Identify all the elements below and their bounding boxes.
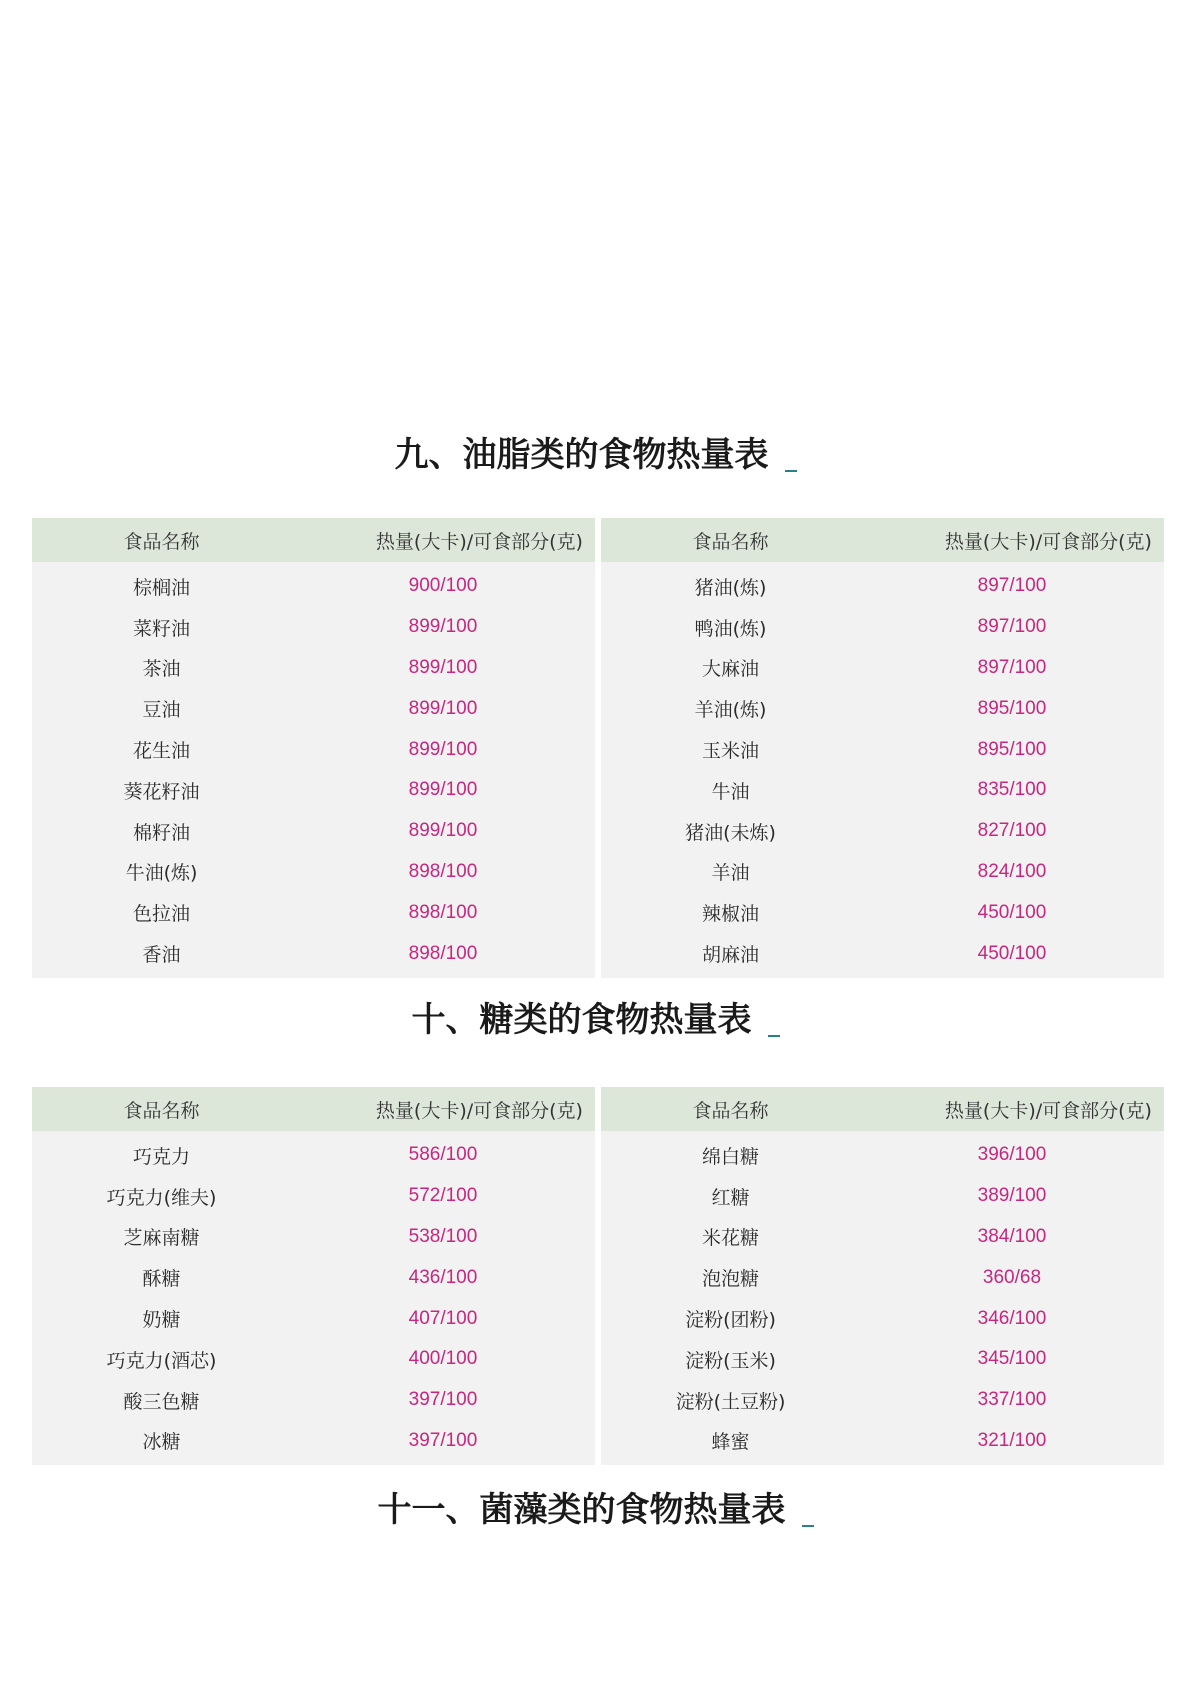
calorie-value: 899/100 xyxy=(408,616,478,638)
header-calories: 热量(大卡)/可食部分(克) xyxy=(375,530,583,553)
sugar-calorie-table xyxy=(32,1087,1164,1465)
header-food-name: 食品名称 xyxy=(123,1099,200,1122)
table-right-half xyxy=(601,518,1164,978)
table-rows xyxy=(601,1131,1164,1465)
table-row xyxy=(32,648,595,689)
table-row xyxy=(32,811,595,852)
table-rows xyxy=(32,562,595,978)
table-header xyxy=(601,518,1164,562)
table-row xyxy=(32,852,595,893)
food-name: 辣椒油 xyxy=(701,903,759,926)
calorie-value: 898/100 xyxy=(408,901,478,923)
table-row xyxy=(601,1421,1164,1462)
calorie-value: 436/100 xyxy=(408,1266,478,1288)
food-name: 巧克力 xyxy=(132,1145,190,1168)
food-name: 绵白糖 xyxy=(701,1145,759,1168)
food-name: 花生油 xyxy=(132,740,190,763)
food-name: 玉米油 xyxy=(701,740,759,763)
table-row xyxy=(601,770,1164,811)
table-left-half xyxy=(32,1087,595,1465)
table-row xyxy=(32,1298,595,1339)
food-name: 芝麻南糖 xyxy=(123,1227,200,1250)
table-row xyxy=(32,1257,595,1298)
food-name: 羊油 xyxy=(711,862,750,885)
food-name: 牛油 xyxy=(711,780,750,803)
table-header xyxy=(32,1087,595,1131)
food-name: 鸭油(炼) xyxy=(694,617,767,640)
table-right-half xyxy=(601,1087,1164,1465)
calorie-value: 538/100 xyxy=(408,1225,478,1247)
table-row xyxy=(32,892,595,933)
table-row xyxy=(601,1135,1164,1176)
calorie-value: 400/100 xyxy=(408,1348,478,1370)
oil-calorie-table xyxy=(32,518,1164,978)
anchor-mark xyxy=(785,470,797,472)
table-rows xyxy=(32,1131,595,1465)
anchor-mark xyxy=(802,1525,814,1527)
section-title-text: 十一、菌藻类的食物热量表 xyxy=(377,1490,786,1530)
calorie-value: 389/100 xyxy=(977,1185,1047,1207)
table-row xyxy=(32,770,595,811)
table-row xyxy=(601,852,1164,893)
table-header xyxy=(601,1087,1164,1131)
header-food-name: 食品名称 xyxy=(692,1099,769,1122)
table-row xyxy=(32,607,595,648)
table-row xyxy=(601,1257,1164,1298)
food-name: 棕榈油 xyxy=(132,576,190,599)
food-name: 大麻油 xyxy=(701,658,759,681)
calorie-value: 396/100 xyxy=(977,1144,1047,1166)
calorie-value: 360/68 xyxy=(982,1266,1042,1288)
calorie-value: 835/100 xyxy=(977,779,1047,801)
calorie-value: 586/100 xyxy=(408,1144,478,1166)
calorie-value: 895/100 xyxy=(977,738,1047,760)
food-name: 猪油(炼) xyxy=(694,576,767,599)
food-name: 红糖 xyxy=(711,1186,750,1209)
food-name: 冰糖 xyxy=(142,1431,181,1454)
section-title-text: 九、油脂类的食物热量表 xyxy=(394,435,769,475)
calorie-value: 450/100 xyxy=(977,901,1047,923)
calorie-value: 346/100 xyxy=(977,1307,1047,1329)
calorie-value: 407/100 xyxy=(408,1307,478,1329)
food-name: 淀粉(土豆粉) xyxy=(675,1390,786,1413)
table-row xyxy=(601,1298,1164,1339)
table-row xyxy=(601,607,1164,648)
table-row xyxy=(32,933,595,974)
calorie-value: 384/100 xyxy=(977,1225,1047,1247)
food-name: 淀粉(玉米) xyxy=(685,1349,776,1372)
section-title-text: 十、糖类的食物热量表 xyxy=(411,1000,752,1040)
calorie-value: 897/100 xyxy=(977,656,1047,678)
table-row xyxy=(601,1380,1164,1421)
food-name: 蜂蜜 xyxy=(711,1431,750,1454)
food-name: 菜籽油 xyxy=(132,617,190,640)
calorie-value: 898/100 xyxy=(408,860,478,882)
calorie-value: 898/100 xyxy=(408,942,478,964)
anchor-mark xyxy=(768,1035,780,1037)
calorie-value: 397/100 xyxy=(408,1389,478,1411)
calorie-value: 321/100 xyxy=(977,1429,1047,1451)
section-title-fungi-algae xyxy=(0,1490,1191,1530)
table-row xyxy=(601,648,1164,689)
table-row xyxy=(32,1135,595,1176)
calorie-value: 899/100 xyxy=(408,820,478,842)
food-name: 羊油(炼) xyxy=(694,699,767,722)
food-name: 葵花籽油 xyxy=(123,780,200,803)
food-name: 巧克力(维夫) xyxy=(106,1186,217,1209)
table-row xyxy=(32,1339,595,1380)
calorie-value: 572/100 xyxy=(408,1185,478,1207)
calorie-value: 900/100 xyxy=(408,575,478,597)
food-name: 米花糖 xyxy=(701,1227,759,1250)
header-calories: 热量(大卡)/可食部分(克) xyxy=(944,530,1152,553)
food-name: 香油 xyxy=(142,944,181,967)
table-row xyxy=(32,1176,595,1217)
calorie-value: 899/100 xyxy=(408,697,478,719)
table-rows xyxy=(601,562,1164,978)
food-name: 茶油 xyxy=(142,658,181,681)
calorie-value: 897/100 xyxy=(977,616,1047,638)
food-name: 牛油(炼) xyxy=(125,862,198,885)
table-row xyxy=(601,688,1164,729)
table-row xyxy=(601,1339,1164,1380)
calorie-value: 899/100 xyxy=(408,738,478,760)
food-name: 猪油(未炼) xyxy=(685,821,776,844)
table-header xyxy=(32,518,595,562)
header-calories: 热量(大卡)/可食部分(克) xyxy=(944,1099,1152,1122)
calorie-value: 827/100 xyxy=(977,820,1047,842)
food-name: 淀粉(团粉) xyxy=(685,1309,776,1332)
table-row xyxy=(601,1217,1164,1258)
header-food-name: 食品名称 xyxy=(123,530,200,553)
food-name: 色拉油 xyxy=(132,903,190,926)
calorie-value: 337/100 xyxy=(977,1389,1047,1411)
food-name: 豆油 xyxy=(142,699,181,722)
table-row xyxy=(601,892,1164,933)
table-row xyxy=(601,566,1164,607)
table-left-half xyxy=(32,518,595,978)
header-calories: 热量(大卡)/可食部分(克) xyxy=(375,1099,583,1122)
table-row xyxy=(32,1217,595,1258)
food-name: 泡泡糖 xyxy=(701,1268,759,1291)
table-row xyxy=(32,729,595,770)
table-row xyxy=(32,688,595,729)
calorie-value: 345/100 xyxy=(977,1348,1047,1370)
table-row xyxy=(601,933,1164,974)
calorie-value: 899/100 xyxy=(408,779,478,801)
calorie-value: 397/100 xyxy=(408,1429,478,1451)
table-row xyxy=(32,1380,595,1421)
food-name: 酥糖 xyxy=(142,1268,181,1291)
section-title-sugars xyxy=(0,1000,1191,1040)
food-name: 棉籽油 xyxy=(132,821,190,844)
section-title-oils xyxy=(0,435,1191,475)
table-row xyxy=(32,566,595,607)
table-row xyxy=(32,1421,595,1462)
calorie-value: 897/100 xyxy=(977,575,1047,597)
food-name: 巧克力(酒芯) xyxy=(106,1349,217,1372)
table-row xyxy=(601,811,1164,852)
food-name: 奶糖 xyxy=(142,1309,181,1332)
header-food-name: 食品名称 xyxy=(692,530,769,553)
calorie-value: 895/100 xyxy=(977,697,1047,719)
food-name: 胡麻油 xyxy=(701,944,759,967)
calorie-value: 899/100 xyxy=(408,656,478,678)
calorie-value: 824/100 xyxy=(977,860,1047,882)
table-row xyxy=(601,729,1164,770)
table-row xyxy=(601,1176,1164,1217)
calorie-value: 450/100 xyxy=(977,942,1047,964)
food-name: 酸三色糖 xyxy=(123,1390,200,1413)
